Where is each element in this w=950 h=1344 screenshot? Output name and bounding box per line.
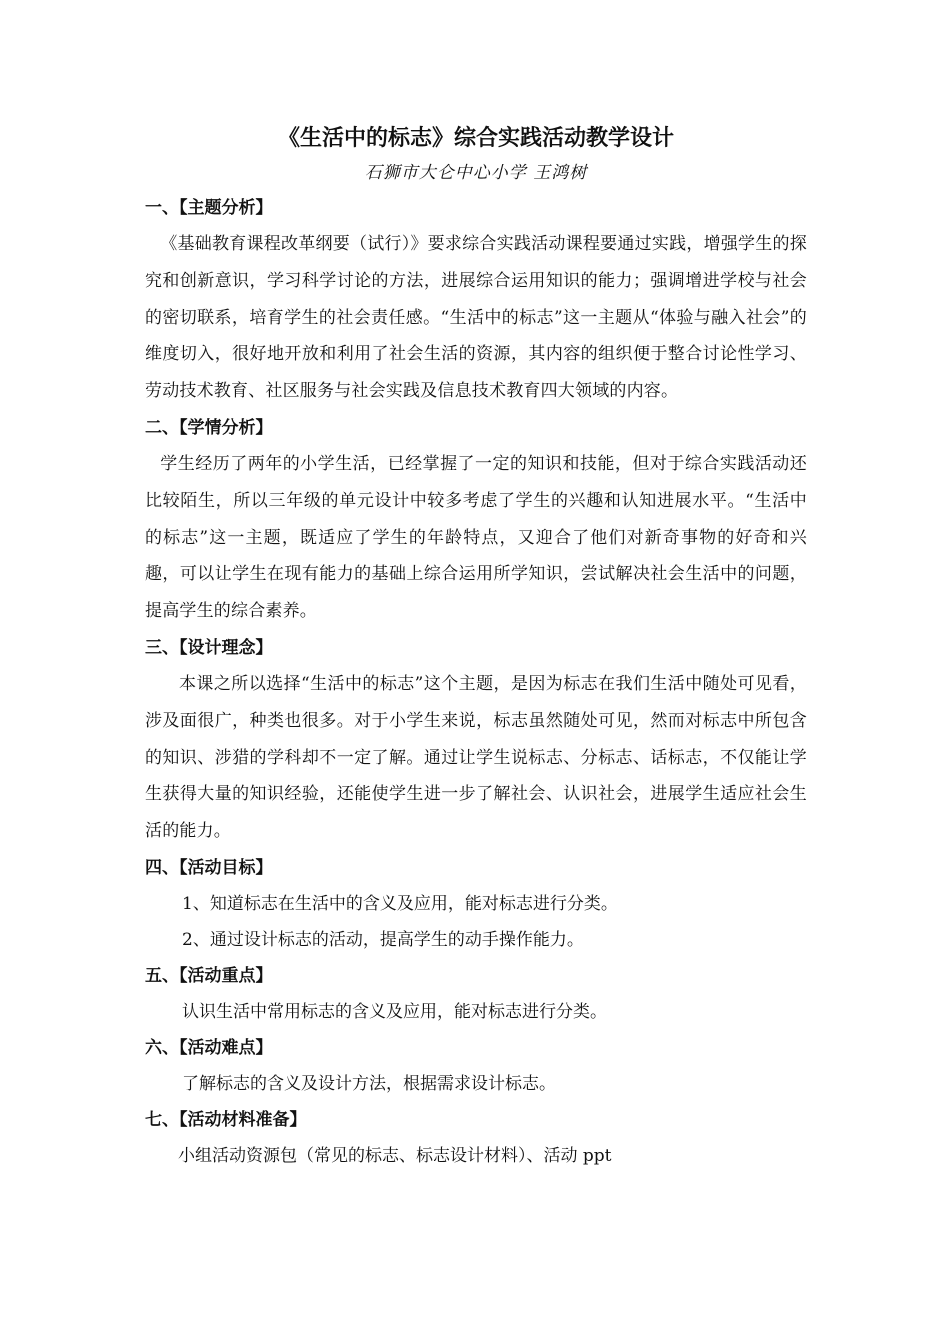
section-text-design-concept: 本课之所以选择“生活中的标志”这个主题，是因为标志在我们生活中随处可见看，涉及面很广，种类也很多。对于小学生来说，标志虽然随处可见，然而对标志中所包含的知识、涉猎的学科却不一定了解。通过让学生说标志、分标志、话标志，不仅能让学生获得大量的知识经验，还能使学生进一步了解社会、认识社会，进展学生适应社会生活的能力。 bbox=[145, 673, 807, 842]
section-heading-difficulties: 六、【活动难点】 bbox=[145, 1037, 273, 1058]
document-body bbox=[145, 118, 807, 1174]
document-title: 《生活中的标志》综合实践活动教学设计 bbox=[277, 125, 674, 151]
section-text-topic-analysis: 《基础教育课程改革纲要（试行）》要求综合实践活动课程要通过实践，增强学生的探究和创新意识，学习科学讨论的方法，进展综合运用知识的能力；强调增进学校与社会的密切联系，培育学生的社会责任感。“生活中的标志”这一主题从“体验与融入社会”的维度切入，很好地开放和利用了社会生活的资源，其内容的组织便于整合讨论性学习、劳动技术教育、社区服务与社会实践及信息技术教育四大领域的内容。 bbox=[145, 234, 807, 402]
section-heading-materials: 七、【活动材料准备】 bbox=[145, 1109, 307, 1130]
section-text-learner-analysis: 学生经历了两年的小学生活，已经掌握了一定的知识和技能，但对于综合实践活动还比较陌生，所以三年级的单元设计中较多考虑了学生的兴趣和认知进展水平。“生活中的标志”这一主题，既适应了学生的年龄特点，又迎合了他们对新奇事物的好奇和兴趣，可以让学生在现有能力的基础上综合运用所学知识，尝试解决社会生活中的问题，提高学生的综合素养。 bbox=[145, 453, 807, 622]
section-heading-learner-analysis: 二、【学情分析】 bbox=[145, 417, 273, 438]
section-heading-design-concept: 三、【设计理念】 bbox=[145, 637, 273, 658]
goal-item: 1、知道标志在生活中的含义及应用，能对标志进行分类。 bbox=[182, 893, 618, 914]
section-heading-key-points: 五、【活动重点】 bbox=[145, 965, 273, 986]
section-text-difficulties: 了解标志的含义及设计方法，根据需求设计标志。 bbox=[182, 1073, 556, 1094]
section-text-materials: 小组活动资源包（常见的标志、标志设计材料）、活动 ppt bbox=[178, 1145, 612, 1166]
document-author: 石狮市大仑中心小学 王鸿树 bbox=[364, 163, 588, 183]
goal-item: 2、通过设计标志的活动，提高学生的动手操作能力。 bbox=[182, 929, 584, 950]
section-heading-activity-goals: 四、【活动目标】 bbox=[145, 857, 273, 878]
section-heading-topic-analysis: 一、【主题分析】 bbox=[145, 198, 273, 218]
section-text-key-points: 认识生活中常用标志的含义及应用，能对标志进行分类。 bbox=[182, 1001, 607, 1022]
